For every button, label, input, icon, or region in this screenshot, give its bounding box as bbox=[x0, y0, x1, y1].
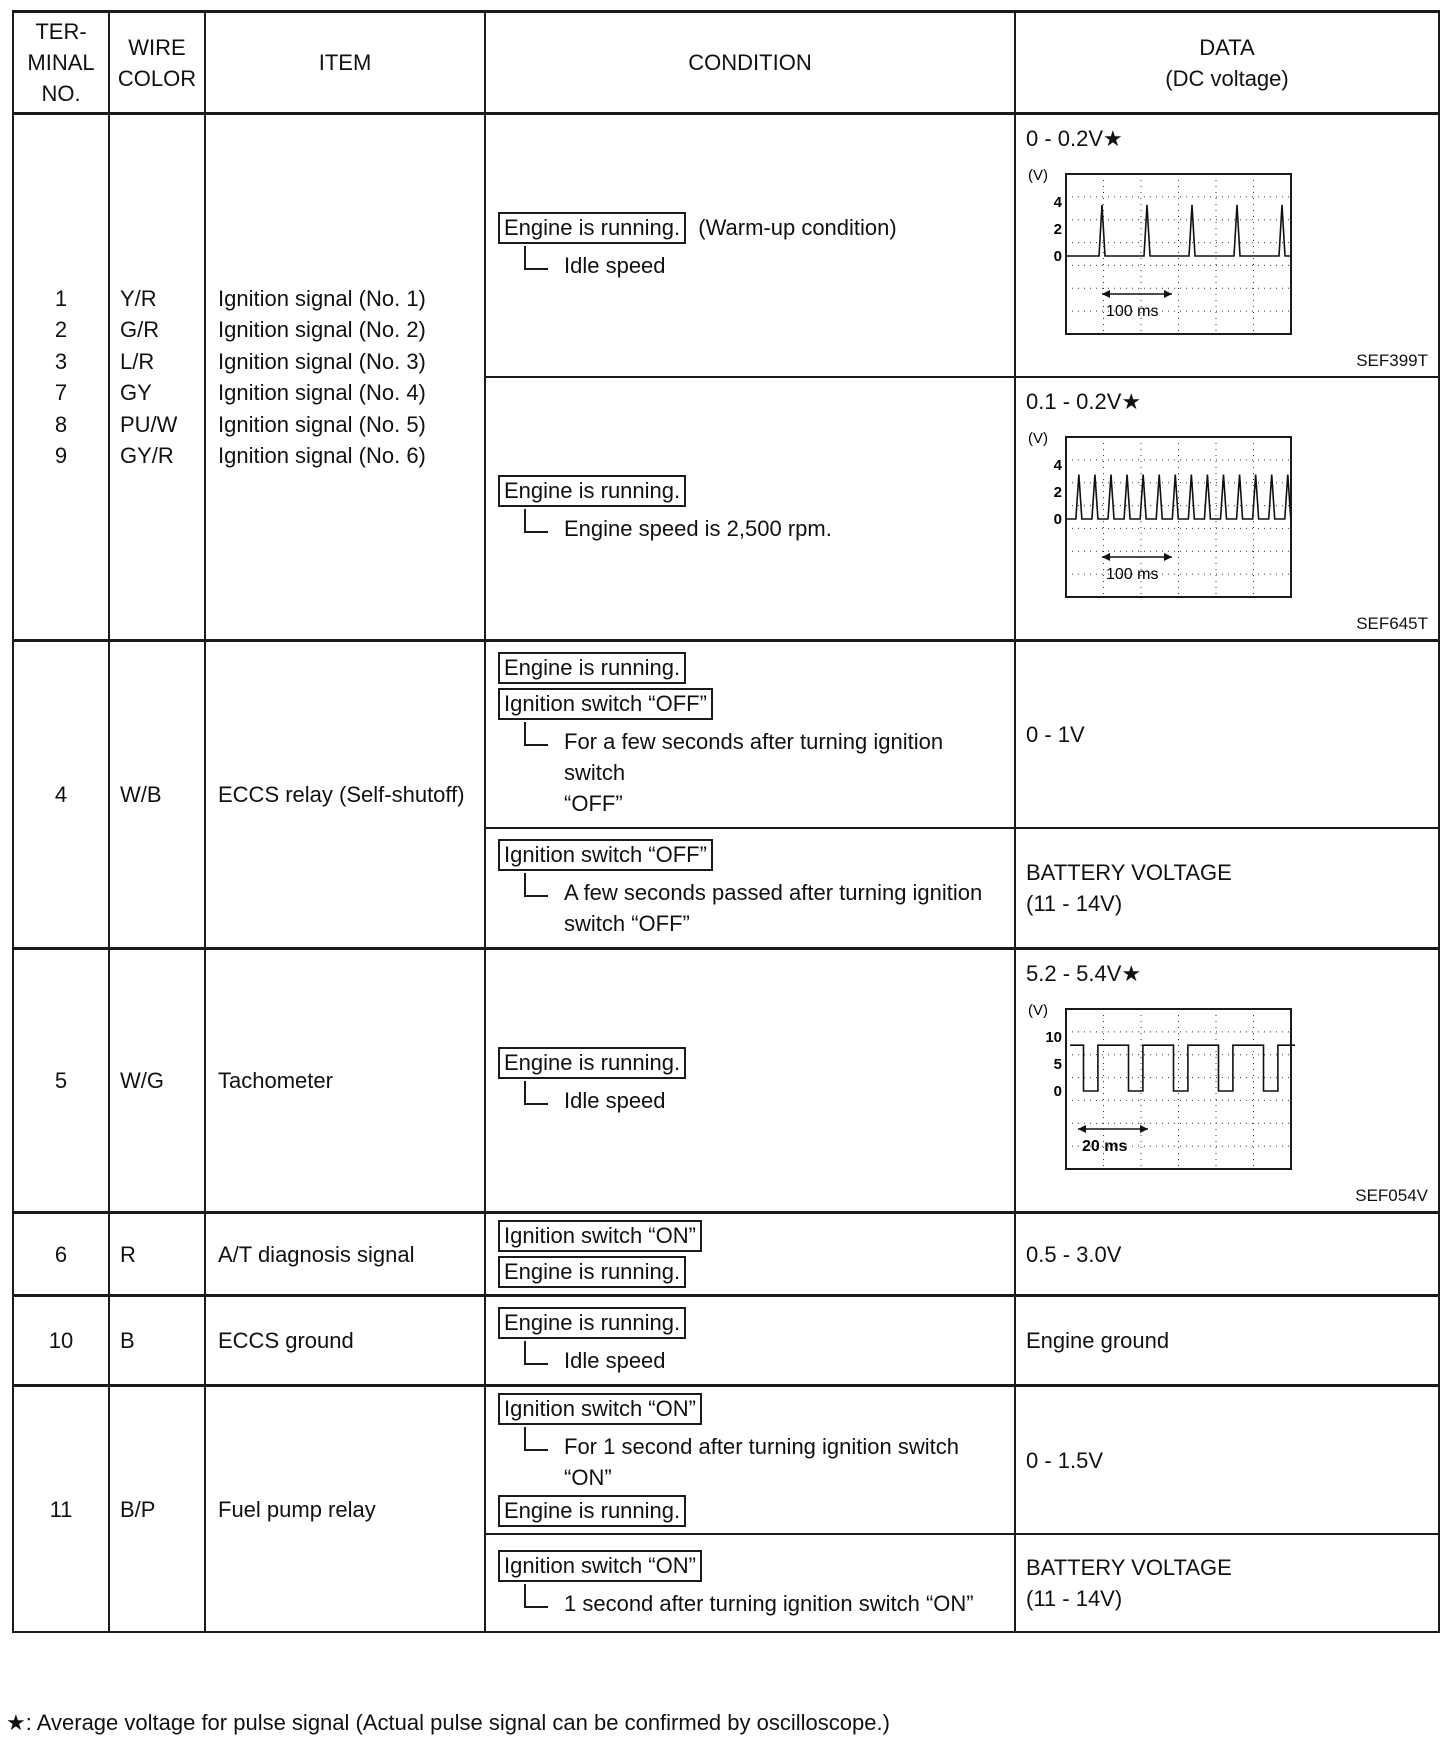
ground-wire-color: B bbox=[109, 1296, 205, 1386]
tacho-terminal: 5 bbox=[13, 949, 109, 1213]
footnote: ★: Average voltage for pulse signal (Actual pulse signal can be confirmed by oscilloscope.) bbox=[6, 1710, 890, 1735]
data-at-diagnosis: 0.5 - 3.0V bbox=[1015, 1213, 1439, 1296]
arrow-head-icon bbox=[1078, 1125, 1086, 1133]
data-value: 0.1 - 0.2V bbox=[1026, 389, 1122, 414]
data-ignition-idle bbox=[1015, 114, 1439, 378]
data-value: 0 - 0.2V bbox=[1026, 126, 1104, 151]
figure-id: SEF645T bbox=[1356, 614, 1428, 633]
row-fuel-pump-1 bbox=[13, 1386, 1439, 1535]
header-data: DATA (DC voltage) bbox=[1015, 12, 1439, 114]
condition-sub: Idle speed bbox=[524, 1085, 1004, 1116]
tacho-item: Tachometer bbox=[205, 949, 485, 1213]
star-icon: ★ bbox=[1121, 961, 1142, 986]
y-tick-label: 0 bbox=[1053, 1083, 1062, 1100]
header-row bbox=[13, 12, 1439, 114]
header-terminal-no: TER- MINAL NO. bbox=[13, 12, 109, 114]
data-ignition-2500rpm bbox=[1015, 377, 1439, 641]
star-icon: ★ bbox=[1103, 126, 1123, 151]
waveform-tachometer bbox=[1026, 999, 1326, 1174]
relay-wire-color: W/B bbox=[109, 641, 205, 949]
data-eccs-ground: Engine ground bbox=[1015, 1296, 1439, 1386]
waveform-ignition-2500rpm bbox=[1026, 427, 1326, 602]
y-tick-label: 0 bbox=[1053, 248, 1062, 265]
waveform-trace bbox=[1070, 1045, 1295, 1091]
row-at-diagnosis bbox=[13, 1213, 1439, 1296]
condition-box: Engine is running. bbox=[498, 212, 686, 244]
waveform-trace bbox=[1066, 205, 1291, 256]
condition-box: Engine is running. bbox=[498, 475, 686, 507]
condition-box: Engine is running. bbox=[498, 1047, 686, 1079]
row-eccs-relay-1 bbox=[13, 641, 1439, 829]
ground-terminal: 10 bbox=[13, 1296, 109, 1386]
time-scale-label: 100 ms bbox=[1106, 566, 1159, 583]
condition-sub: For a few seconds after turning ignition switch “OFF” bbox=[524, 726, 1004, 819]
waveform-trace bbox=[1066, 475, 1291, 519]
arrow-head-icon bbox=[1164, 553, 1172, 561]
pump-terminal: 11 bbox=[13, 1386, 109, 1633]
condition-note: (Warm-up condition) bbox=[698, 215, 897, 240]
figure-id: SEF399T bbox=[1356, 351, 1428, 370]
condition-ignition-2500rpm bbox=[485, 377, 1015, 641]
waveform-ignition-idle bbox=[1026, 164, 1326, 339]
arrow-head-icon bbox=[1102, 290, 1110, 298]
at-item: A/T diagnosis signal bbox=[205, 1213, 485, 1296]
condition-sub: A few seconds passed after turning ignition switch “OFF” bbox=[524, 877, 1004, 939]
ground-item: ECCS ground bbox=[205, 1296, 485, 1386]
terminal-data-sheet bbox=[12, 10, 1438, 1633]
axis-unit: (V) bbox=[1028, 430, 1048, 447]
condition-box: Ignition switch “OFF” bbox=[498, 839, 713, 871]
ignition-items: Ignition signal (No. 1) Ignition signal (No. 2) Ignition signal (No. 3) Ignition signal (No. 4) Ignition signal (No. 5) Ignition signal (No. 6) bbox=[205, 114, 485, 641]
tacho-wire-color: W/G bbox=[109, 949, 205, 1213]
header-item: ITEM bbox=[205, 12, 485, 114]
pump-item: Fuel pump relay bbox=[205, 1386, 485, 1633]
condition-box: Engine is running. bbox=[498, 1307, 686, 1339]
data-fuel-pump-1: 0 - 1.5V bbox=[1015, 1386, 1439, 1535]
condition-box: Ignition switch “ON” bbox=[498, 1220, 702, 1252]
condition-at-diagnosis bbox=[485, 1213, 1015, 1296]
data-relay-1: 0 - 1V bbox=[1015, 641, 1439, 829]
ignition-wire-colors: Y/R G/R L/R GY PU/W GY/R bbox=[109, 114, 205, 641]
relay-item: ECCS relay (Self-shutoff) bbox=[205, 641, 485, 949]
data-fuel-pump-2: BATTERY VOLTAGE (11 - 14V) bbox=[1015, 1534, 1439, 1632]
condition-sub: 1 second after turning ignition switch “ON” bbox=[524, 1588, 1004, 1619]
arrow-head-icon bbox=[1102, 553, 1110, 561]
condition-sub: Idle speed bbox=[524, 1345, 1004, 1376]
at-terminal: 6 bbox=[13, 1213, 109, 1296]
row-eccs-ground bbox=[13, 1296, 1439, 1386]
condition-relay-1 bbox=[485, 641, 1015, 829]
data-relay-2: BATTERY VOLTAGE (11 - 14V) bbox=[1015, 828, 1439, 949]
figure-id: SEF054V bbox=[1355, 1186, 1428, 1205]
arrow-head-icon bbox=[1140, 1125, 1148, 1133]
y-tick-label: 4 bbox=[1053, 457, 1062, 475]
ecm-terminal-table bbox=[12, 10, 1440, 1633]
row-tachometer bbox=[13, 949, 1439, 1213]
condition-fuel-pump-1 bbox=[485, 1386, 1015, 1535]
y-tick-label: 2 bbox=[1053, 484, 1062, 502]
condition-sub: Idle speed bbox=[524, 250, 1004, 281]
y-tick-label: 2 bbox=[1053, 221, 1062, 239]
y-tick-label: 10 bbox=[1045, 1029, 1062, 1047]
condition-box: Ignition switch “ON” bbox=[498, 1550, 702, 1582]
condition-box: Engine is running. bbox=[498, 1495, 686, 1527]
y-tick-label: 4 bbox=[1053, 194, 1062, 212]
condition-box: Engine is running. bbox=[498, 652, 686, 684]
at-wire-color: R bbox=[109, 1213, 205, 1296]
ignition-terminals: 1 2 3 7 8 9 bbox=[13, 114, 109, 641]
condition-fuel-pump-2 bbox=[485, 1534, 1015, 1632]
header-wire-color: WIRE COLOR bbox=[109, 12, 205, 114]
condition-eccs-ground bbox=[485, 1296, 1015, 1386]
condition-box: Ignition switch “OFF” bbox=[498, 688, 713, 720]
condition-ignition-idle bbox=[485, 114, 1015, 378]
time-scale-label: 20 ms bbox=[1082, 1138, 1128, 1155]
row-ignition-idle bbox=[13, 114, 1439, 378]
y-tick-label: 0 bbox=[1053, 511, 1062, 528]
condition-box: Ignition switch “ON” bbox=[498, 1393, 702, 1425]
pump-wire-color: B/P bbox=[109, 1386, 205, 1633]
condition-sub: For 1 second after turning ignition switch “ON” bbox=[524, 1431, 1004, 1493]
y-tick-label: 5 bbox=[1053, 1056, 1062, 1074]
star-icon: ★ bbox=[1121, 389, 1142, 414]
condition-relay-2 bbox=[485, 828, 1015, 949]
condition-tachometer bbox=[485, 949, 1015, 1213]
data-tachometer bbox=[1015, 949, 1439, 1213]
arrow-head-icon bbox=[1164, 290, 1172, 298]
data-value: 5.2 - 5.4V bbox=[1026, 961, 1122, 986]
header-condition: CONDITION bbox=[485, 12, 1015, 114]
time-scale-label: 100 ms bbox=[1106, 303, 1159, 320]
condition-box: Engine is running. bbox=[498, 1256, 686, 1288]
condition-sub: Engine speed is 2,500 rpm. bbox=[524, 513, 1004, 544]
relay-terminal: 4 bbox=[13, 641, 109, 949]
axis-unit: (V) bbox=[1028, 167, 1048, 184]
axis-unit: (V) bbox=[1028, 1002, 1048, 1019]
